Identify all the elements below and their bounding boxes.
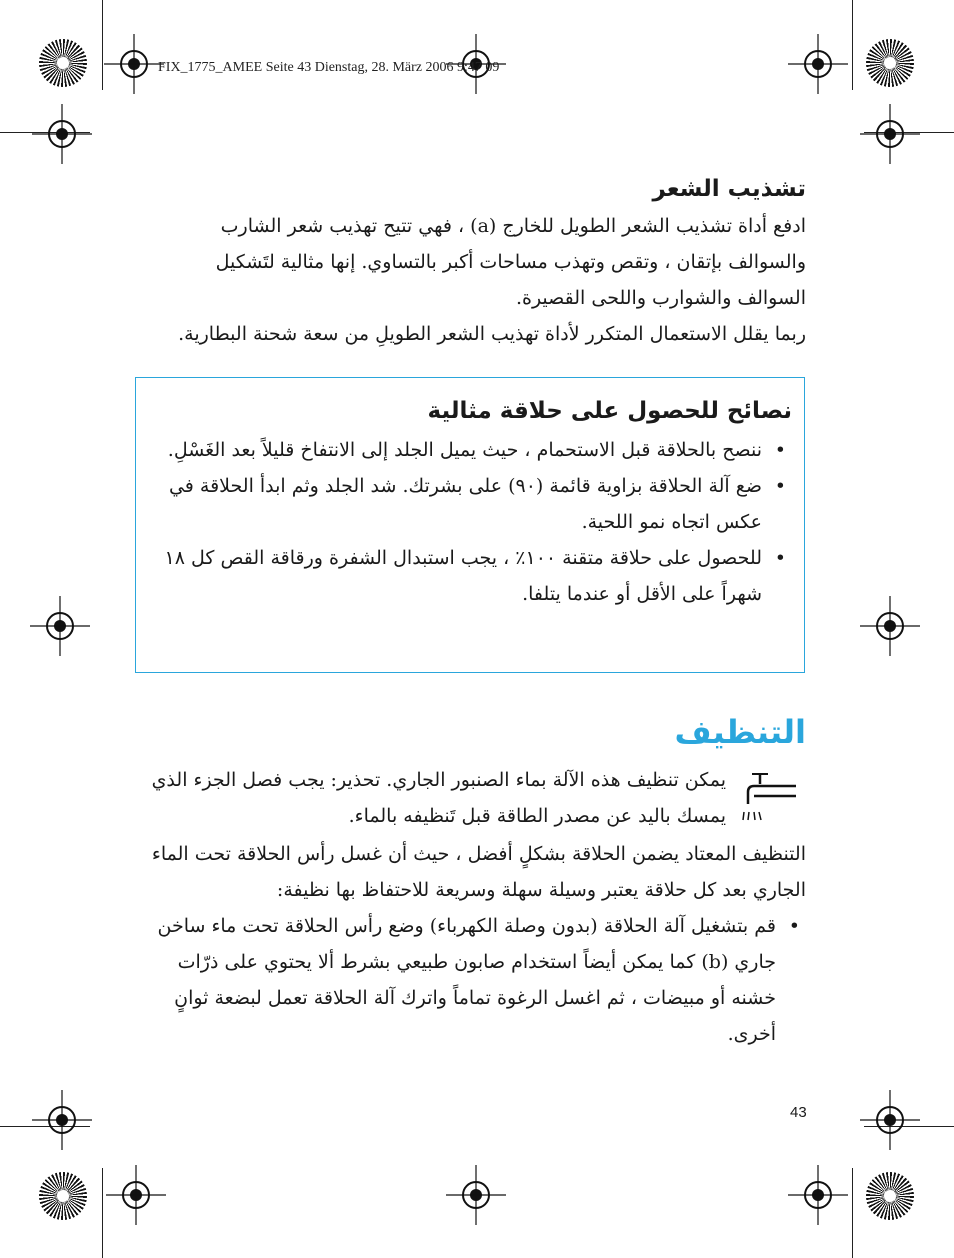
- crop-mark: [852, 1168, 853, 1258]
- cleaning-warning: يمكن تنظيف هذه الآلة بماء الصنبور الجاري. تحذير: يجب فصل الجزء الذي يمسك باليد عن مصدر الطاقة قبل تَنظيفه بالماء.: [151, 769, 726, 827]
- starburst-target-icon: [866, 1172, 914, 1220]
- tips-item-text: للحصول على حلاقة متقنة ١٠٠٪ ، يجب استبدال الشفرة ورقاقة القص كل ١٨ شهراً على الأقل أو عندما يتلفا.: [164, 547, 762, 605]
- bullet: •: [774, 547, 786, 569]
- cleaning-item: [135, 908, 806, 1052]
- page-number: 43: [790, 1104, 807, 1121]
- tips-item: [158, 468, 792, 540]
- starburst-target-icon: [866, 39, 914, 87]
- starburst-target-icon: [39, 1172, 87, 1220]
- registration-crosshair-icon: [106, 1165, 166, 1225]
- starburst-target-icon: [39, 39, 87, 87]
- trimmer-title: تشذيب الشعر: [652, 176, 806, 202]
- registration-crosshair-icon: [32, 104, 92, 164]
- tips-item-text: ضع آلة الحلاقة بزاوية قائمة (٩٠) على بشرتك. شد الجلد وثم ابدأ الحلاقة في عكس اتجاه نمو اللحية.: [168, 475, 762, 533]
- registration-crosshair-icon: [32, 1090, 92, 1150]
- registration-crosshair-icon: [860, 1090, 920, 1150]
- tips-item: [158, 540, 792, 612]
- bullet: •: [774, 439, 786, 461]
- bullet: •: [774, 475, 786, 497]
- cleaning-body: [135, 836, 806, 1052]
- registration-crosshair-icon: [104, 34, 164, 94]
- cleaning-title: التنظيف: [674, 713, 806, 751]
- tips-item-text: ننصح بالحلاقة قبل الاستحمام ، حيث يميل الجلد إلى الانتفاخ قليلاً بعد الغَسْلِ.: [167, 439, 762, 461]
- registration-crosshair-icon: [788, 1165, 848, 1225]
- running-water-tap-icon: [738, 770, 798, 822]
- crop-mark: [852, 0, 853, 90]
- crop-mark: [102, 0, 103, 90]
- registration-crosshair-icon: [788, 34, 848, 94]
- registration-crosshair-icon: [30, 596, 90, 656]
- cleaning-paragraph: التنظيف المعتاد يضمن الحلاقة بشكلٍ أفضل ، حيث أن غسل رأس الحلاقة تحت الماء الجاري بعد كل حلاقة يعتبر وسيلة سهلة وسريعة للاحتفاظ بها نظيفة:: [151, 843, 806, 901]
- tips-title: نصائح للحصول على حلاقة مثالية: [427, 398, 792, 424]
- bullet: •: [788, 915, 800, 937]
- crop-mark: [102, 1168, 103, 1258]
- tips-box: [135, 377, 805, 673]
- registration-crosshair-icon: [446, 1165, 506, 1225]
- print-slug: FIX_1775_AMEE Seite 43 Dienstag, 28. März 2006 9:47 09: [158, 60, 500, 75]
- tips-item: [158, 432, 792, 468]
- registration-crosshair-icon: [860, 104, 920, 164]
- cleaning-item-text: قم بتشغيل آلة الحلاقة (بدون وصلة الكهرباء) وضع رأس الحلاقة تحت ماء ساخن جاري (b) كما يمكن أيضاً استخدام صابون طبيعي بشرط ألا يحتوي على ذرّات خشنه أو مبيضات ، ثم اغسل الرغوة تماماً واترك آلة الحلاقة تعمل لبضعة ثوانٍ أخرى.: [157, 915, 776, 1045]
- registration-crosshair-icon: [860, 596, 920, 656]
- trimmer-paragraph-2: ربما يقلل الاستعمال المتكرر لأداة تهذيب الشعر الطويلِ من سعة شحنة البطارية.: [178, 323, 806, 345]
- trimmer-paragraph-1: ادفع أداة تشذيب الشعر الطويل للخارج (a) ، فهي تتيح تهذيب شعر الشارب والسوالف بإتقان ، وتقص وتهذب مساحات أكبر بالتساوي. إنها مثالية لتَشكيل السوالف والشوارب واللحى القصيرة.: [215, 215, 806, 309]
- trimmer-section: [160, 170, 806, 352]
